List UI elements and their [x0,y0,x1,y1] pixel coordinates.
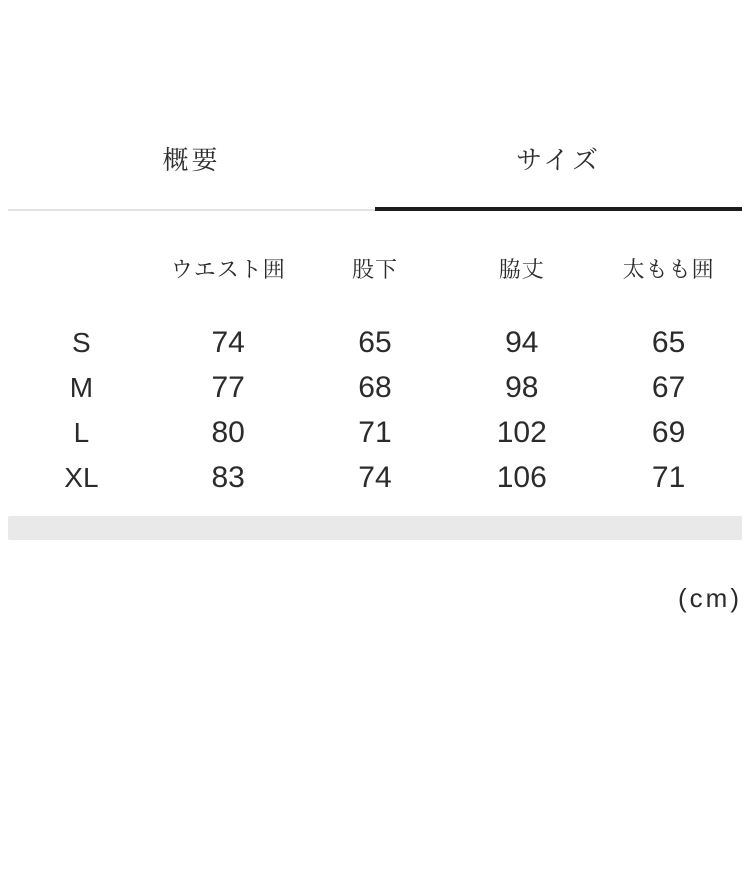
table-header-row [8,257,742,283]
column-header-inseam: 股下 [351,257,398,282]
tab-bar [8,143,742,211]
column-header-thigh: 太もも囲 [622,257,715,282]
size-value-cell: 77 [211,370,245,404]
column-header-waist: ウエスト囲 [170,257,286,282]
size-value-cell: 94 [505,325,539,359]
row-size-label: S [72,326,91,358]
size-value-cell: 74 [358,460,392,494]
size-value-cell: 74 [211,325,245,359]
size-value-cell: 69 [651,415,686,449]
size-value-cell: 68 [358,370,392,404]
size-value-cell: 98 [505,370,539,404]
table-row-l [8,410,742,455]
column-header-side-length: 脇丈 [498,257,545,282]
unit-label: (cm) [678,583,742,613]
size-value-cell: 80 [211,415,245,449]
size-value-cell: 102 [496,415,547,449]
horizontal-scrollbar[interactable] [8,516,742,540]
size-value-cell: 67 [651,370,686,404]
row-size-label: XL [64,461,99,493]
size-value-cell: 71 [651,460,686,494]
size-value-cell: 106 [496,460,547,494]
size-value-cell: 71 [358,415,392,449]
tab-overview[interactable]: 概要 [8,143,375,211]
size-value-cell: 83 [211,460,245,494]
size-chart-panel [0,143,750,893]
table-row-xl [8,455,742,500]
row-size-label: M [69,371,94,403]
size-value-cell: 65 [651,325,686,359]
row-size-label: L [73,416,90,448]
table-row-m [8,365,742,410]
tab-size[interactable]: サイズ [375,143,742,211]
size-value-cell: 65 [358,325,392,359]
size-table [8,257,742,500]
table-row-s [8,320,742,365]
